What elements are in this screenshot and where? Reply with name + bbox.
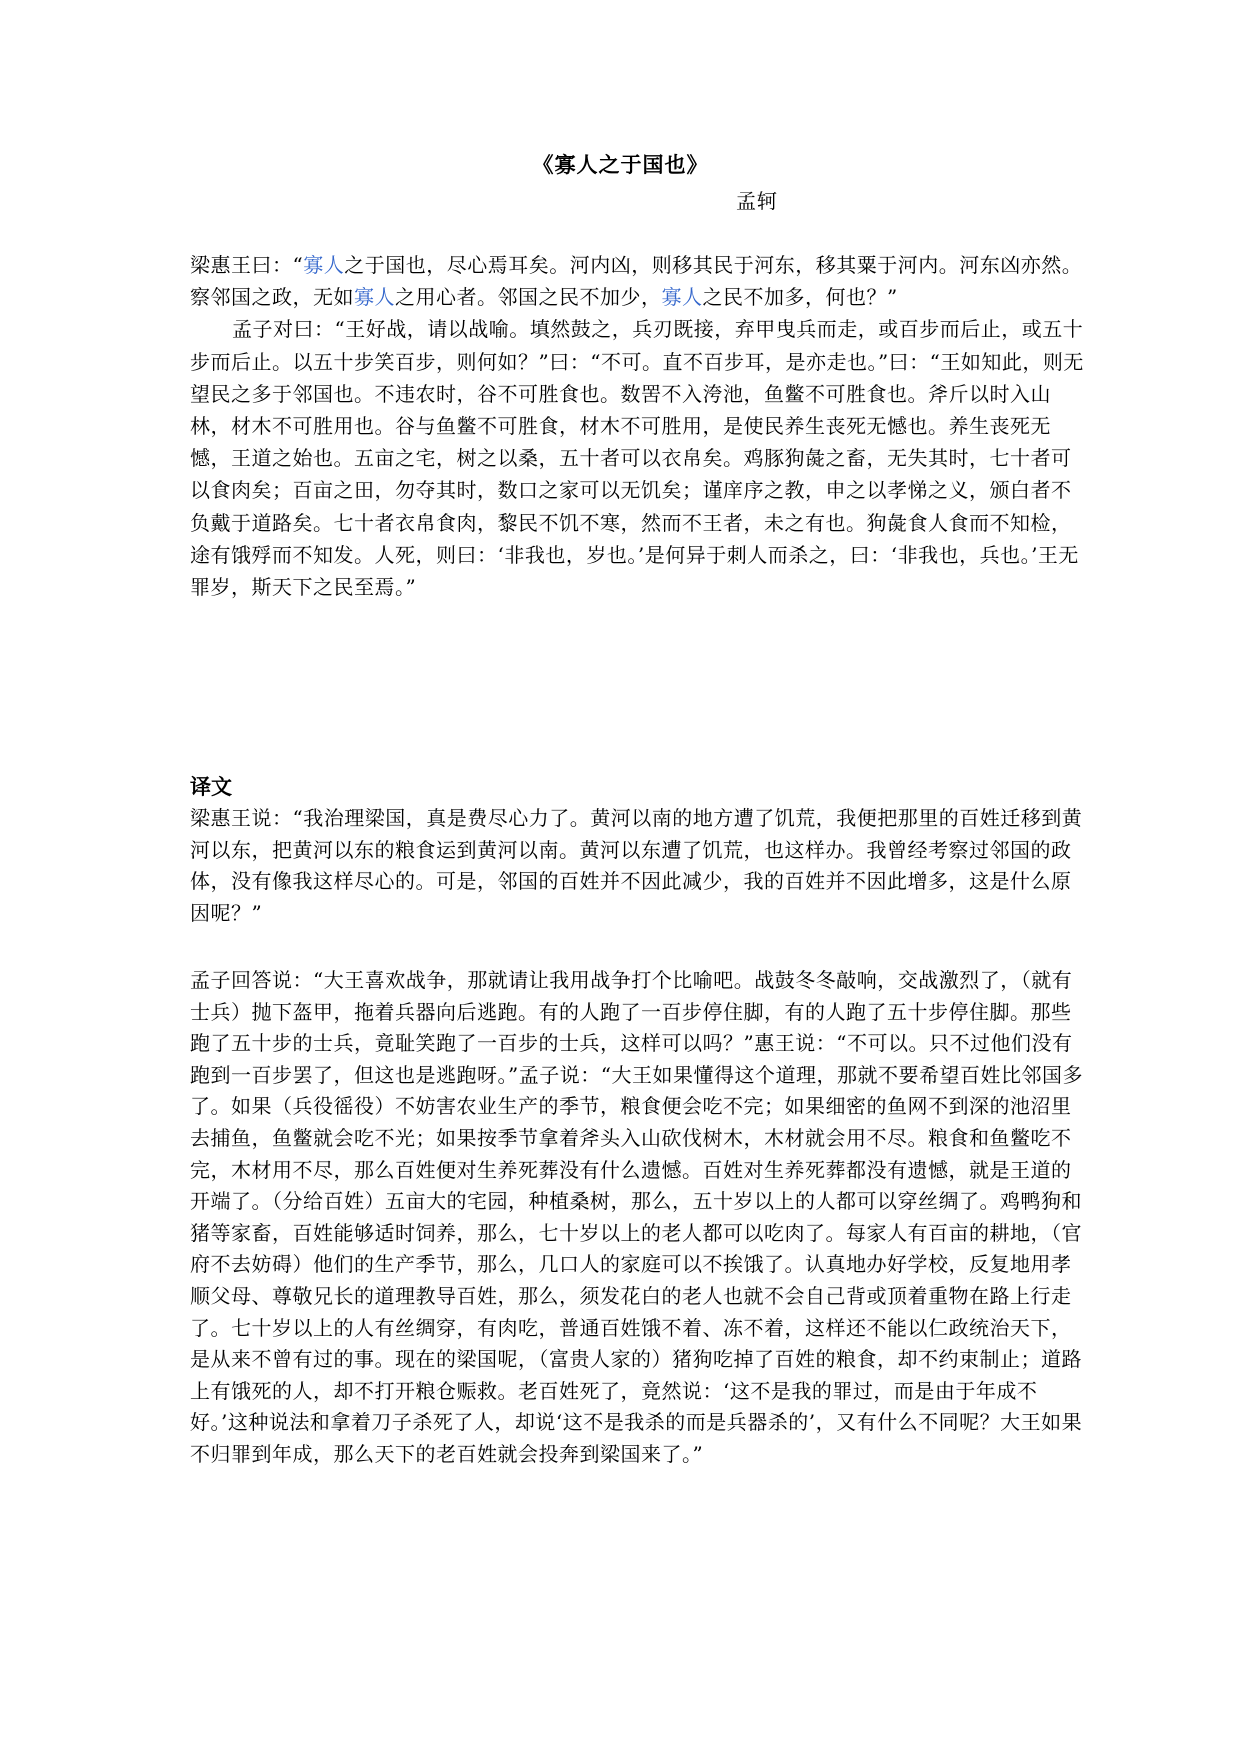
original-p1-segment-3: 之用心者。邻国之民不加少，: [395, 285, 662, 310]
document-title: 《寡人之于国也》: [532, 152, 709, 177]
translation-p2-text: 孟子回答说：“大王喜欢战争，那就请让我用战争打个比喻吧。战鼓冬冬敲响，交战激烈了，（就有士兵）抛下盔甲，拖着兵器向后逃跑。有的人跑了一百步停住脚，有的人跑了五十步停住脚。那些跑了五十步的士兵，竟耻笑跑了一百步的士兵，这样可以吗？”惠王说：“不可以。只不过他们没有跑到一百步罢了，但这也是逃跑呀。”孟子说：“大王如果懂得这个道理，那就不要希望百姓比邻国多了。如果（兵役徭役）不妨害农业生产的季节，粮食便会吃不完；如果细密的鱼网不到深的池沼里去捕鱼，鱼鳖就会吃不光；如果按季节拿着斧头入山砍伐树木，木材就会用不尽。粮食和鱼鳖吃不完，木材用不尽，那么百姓便对生养死葬没有什么遗憾。百姓对生养死葬都没有遗憾，就是王道的开端了。（分给百姓）五亩大的宅园，种植桑树，那么，五十岁以上的人都可以穿丝绸了。鸡鸭狗和猪等家畜，百姓能够适时饲养，那么，七十岁以上的老人都可以吃肉了。每家人有百亩的耕地，（官府不去妨碍）他们的生产季节，那么，几口人的家庭可以不挨饿了。认真地办好学校，反复地用孝顺父母、尊敬兄长的道理教导百姓，那么，须发花白的老人也就不会自己背或顶着重物在路上行走了。七十岁以上的人有丝绸穿，有肉吃，普通百姓饿不着、冻不着，这样还不能以仁政统治天下，是从来不曾有过的事。现在的梁国呢，（富贵人家的）猪狗吃掉了百姓的粮食，却不约束制止；道路上有饿死的人，却不打开粮仓赈救。老百姓死了，竟然说：‘这不是我的罪过，而是由于年成不好。’这种说法和拿着刀子杀死了人，却说‘这不是我杀的而是兵器杀的’，又有什么不同呢？大王如果不归罪到年成，那么天下的老百姓就会投奔到梁国来了。”: [190, 968, 1083, 1466]
translation-heading: 译文: [190, 774, 232, 799]
translation-paragraph-2: [190, 965, 1090, 1471]
document-author: 孟轲: [736, 189, 778, 213]
highlighted-term-2[interactable]: 寡人: [354, 285, 395, 310]
highlighted-term-1[interactable]: 寡人: [303, 253, 345, 277]
original-p1-segment-1: 梁惠王曰：“: [190, 253, 304, 277]
translation-p1-text: 梁惠王说：“我治理梁国，真是费尽心力了。黄河以南的地方遭了饥荒，我便把那里的百姓迁移到黄河以东，把黄河以东的粮食运到黄河以南。黄河以东遭了饥荒，也这样办。我曾经考察过邻国的政体，没有像我这样尽心的。可是，邻国的百姓并不因此减少，我的百姓并不因此增多，这是什么原因呢？”: [190, 806, 1083, 925]
original-text: [190, 249, 1090, 603]
translation-paragraph-1: [190, 803, 1090, 929]
highlighted-term-3[interactable]: 寡人: [661, 285, 703, 310]
original-paragraph-2: 孟子对曰：“王好战，请以战喻。填然鼓之，兵刃既接，弃甲曳兵而走，或百步而后止，或五十步而后止。以五十步笑百步，则何如？”曰：“不可。直不百步耳，是亦走也。”曰：“王如知此，则无望民之多于邻国也。不违农时，谷不可胜食也。数罟不入洿池，鱼鳖不可胜食也。斧斤以时入山林，材木不可胜用也。谷与鱼鳖不可胜食，材木不可胜用，是使民养生丧死无憾也。养生丧死无憾，王道之始也。五亩之宅，树之以桑，五十者可以衣帛矣。鸡豚狗彘之畜，无失其时，七十者可以食肉矣；百亩之田，勿夺其时，数口之家可以无饥矣；谨庠序之教，申之以孝悌之义，颁白者不负戴于道路矣。七十者衣帛食肉，黎民不饥不寒，然而不王者，未之有也。狗彘食人食而不知检，途有饿殍而不知发。人死，则曰：‘非我也，岁也。’是何异于刺人而杀之，曰：‘非我也，兵也。’王无罪岁，斯天下之民至焉。”: [190, 317, 1084, 600]
original-p1-segment-2: 之于国也，尽心焉耳矣。河内凶，则移其民于河东，移其粟于河内。河东凶亦然。察邻国之政，无如: [190, 253, 1083, 310]
original-p1-segment-4: 之民不加多，何也？”: [702, 285, 898, 310]
original-paragraph-1: [190, 249, 1090, 313]
